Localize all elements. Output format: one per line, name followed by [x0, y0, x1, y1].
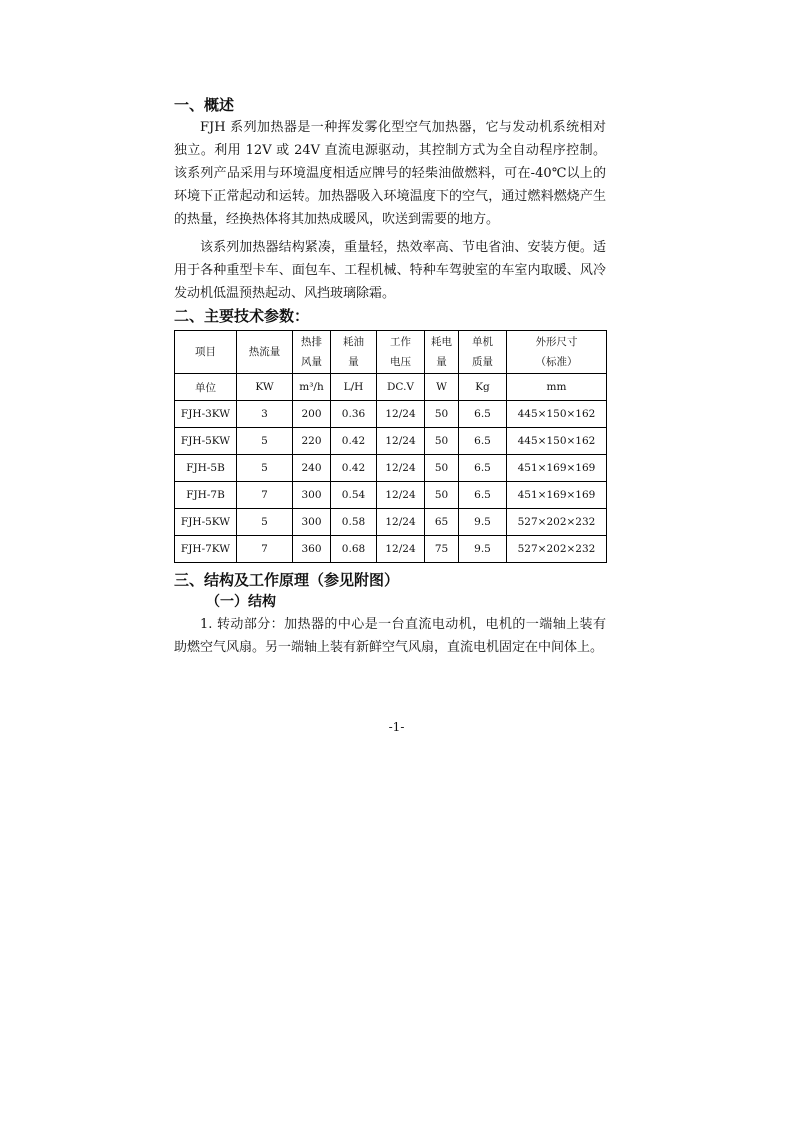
table-header-cell	[331, 331, 377, 374]
table-cell: 300	[293, 482, 331, 509]
table-header-line: 量	[348, 356, 359, 368]
table-row	[175, 482, 607, 509]
section-1-heading: 一、概述	[174, 96, 235, 114]
table-cell: 50	[425, 428, 459, 455]
table-unit-cell: m³/h	[293, 374, 331, 401]
table-cell: 300	[293, 509, 331, 536]
table-cell: 5	[237, 455, 293, 482]
table-cell: 6.5	[459, 428, 507, 455]
table-cell: 0.68	[331, 536, 377, 563]
table-header-line: 单机	[472, 336, 493, 348]
table-row	[175, 536, 607, 563]
table-header-line: 耗电	[431, 336, 452, 348]
table-unit-cell: W	[425, 374, 459, 401]
table-cell: 200	[293, 401, 331, 428]
table-cell: 0.54	[331, 482, 377, 509]
section-3-heading: 三、结构及工作原理（参见附图）	[174, 571, 400, 589]
table-cell: 451×169×169	[507, 455, 607, 482]
table-cell: 0.42	[331, 428, 377, 455]
table-cell: 6.5	[459, 401, 507, 428]
table-header-line: 热流量	[248, 346, 281, 358]
table-unit-cell: Kg	[459, 374, 507, 401]
table-cell: 451×169×169	[507, 482, 607, 509]
table-cell: 12/24	[377, 401, 425, 428]
table-header-cell	[507, 331, 607, 374]
table-cell: 7	[237, 482, 293, 509]
table-header-cell	[425, 331, 459, 374]
table-header-cell	[175, 331, 237, 374]
document-body	[174, 94, 606, 659]
table-cell: 75	[425, 536, 459, 563]
table-header-line: 外形尺寸	[535, 336, 578, 348]
table-cell: 0.36	[331, 401, 377, 428]
table-cell: 240	[293, 455, 331, 482]
table-cell: 50	[425, 401, 459, 428]
table-header-line: 项目	[195, 346, 216, 358]
table-header-line: 热排	[301, 336, 322, 348]
table-cell: 50	[425, 455, 459, 482]
spec-table	[174, 330, 607, 563]
table-row	[175, 401, 607, 428]
table-header-cell	[237, 331, 293, 374]
section-2-heading: 二、主要技术参数：	[174, 307, 310, 325]
table-cell: 12/24	[377, 536, 425, 563]
table-cell: 12/24	[377, 428, 425, 455]
table-cell: 360	[293, 536, 331, 563]
table-units-row	[175, 374, 607, 401]
table-row	[175, 428, 607, 455]
table-cell: 3	[237, 401, 293, 428]
table-header-line: 量	[436, 356, 447, 368]
table-cell: FJH-3KW	[175, 401, 237, 428]
table-cell: 220	[293, 428, 331, 455]
section-1-paragraph-1: FJH 系列加热器是一种挥发雾化型空气加热器，它与发动机系统相对独立。利用 12V 或 24V 直流电源驱动，其控制方式为全自动程序控制。该系列产品采用与环境温度相适应牌号的轻柴油做燃料，可在-40℃以上的环境下正常起动和运转。加热器吸入环境温度下的空气，通过燃料燃烧产生的热量，经换热体将其加热成暖风，吹送到需要的地方。	[174, 120, 606, 227]
section-1-paragraph-2: 该系列加热器结构紧凑，重量轻，热效率高、节电省油、安装方便。适用于各种重型卡车、面包车、工程机械、特种车驾驶室的车室内取暖、风冷发动机低温预热起动、风挡玻璃除霜。	[174, 240, 606, 301]
table-cell: 0.58	[331, 509, 377, 536]
table-header-line: 耗油	[343, 336, 364, 348]
table-cell: 9.5	[459, 536, 507, 563]
table-header-line: 电压	[390, 356, 411, 368]
table-cell: 7	[237, 536, 293, 563]
table-row	[175, 455, 607, 482]
table-cell: FJH-7B	[175, 482, 237, 509]
table-cell: 6.5	[459, 455, 507, 482]
table-cell: 527×202×232	[507, 536, 607, 563]
table-cell: 0.42	[331, 455, 377, 482]
table-cell: 12/24	[377, 509, 425, 536]
table-header-line: 质量	[472, 356, 493, 368]
section-3-paragraph-1: 1. 转动部分：加热器的中心是一台直流电动机，电机的一端轴上装有助燃空气风扇。另一端轴上装有新鲜空气风扇，直流电机固定在中间体上。	[174, 617, 606, 655]
table-cell: 65	[425, 509, 459, 536]
section-3-subheading: （一）结构	[206, 594, 276, 610]
table-cell: FJH-5B	[175, 455, 237, 482]
table-unit-cell: mm	[507, 374, 607, 401]
table-cell: 50	[425, 482, 459, 509]
table-cell: 5	[237, 428, 293, 455]
table-header-cell	[293, 331, 331, 374]
table-cell: 445×150×162	[507, 401, 607, 428]
table-unit-cell: DC.V	[377, 374, 425, 401]
table-cell: FJH-5KW	[175, 509, 237, 536]
table-unit-cell: L/H	[331, 374, 377, 401]
table-unit-cell: KW	[237, 374, 293, 401]
table-cell: 9.5	[459, 509, 507, 536]
table-cell: 12/24	[377, 482, 425, 509]
table-cell: 527×202×232	[507, 509, 607, 536]
table-cell: 5	[237, 509, 293, 536]
table-header-line: （标准）	[535, 356, 578, 368]
spec-table-body	[175, 331, 607, 563]
table-cell: 445×150×162	[507, 428, 607, 455]
page-number: -1-	[388, 720, 405, 734]
table-header-line: 工作	[390, 336, 411, 348]
table-cell: 6.5	[459, 482, 507, 509]
table-header-cell	[459, 331, 507, 374]
table-header-line: 风量	[301, 356, 322, 368]
table-cell: FJH-5KW	[175, 428, 237, 455]
table-header-row	[175, 331, 607, 374]
table-unit-cell: 单位	[175, 374, 237, 401]
table-cell: 12/24	[377, 455, 425, 482]
table-cell: FJH-7KW	[175, 536, 237, 563]
table-header-cell	[377, 331, 425, 374]
table-row	[175, 509, 607, 536]
